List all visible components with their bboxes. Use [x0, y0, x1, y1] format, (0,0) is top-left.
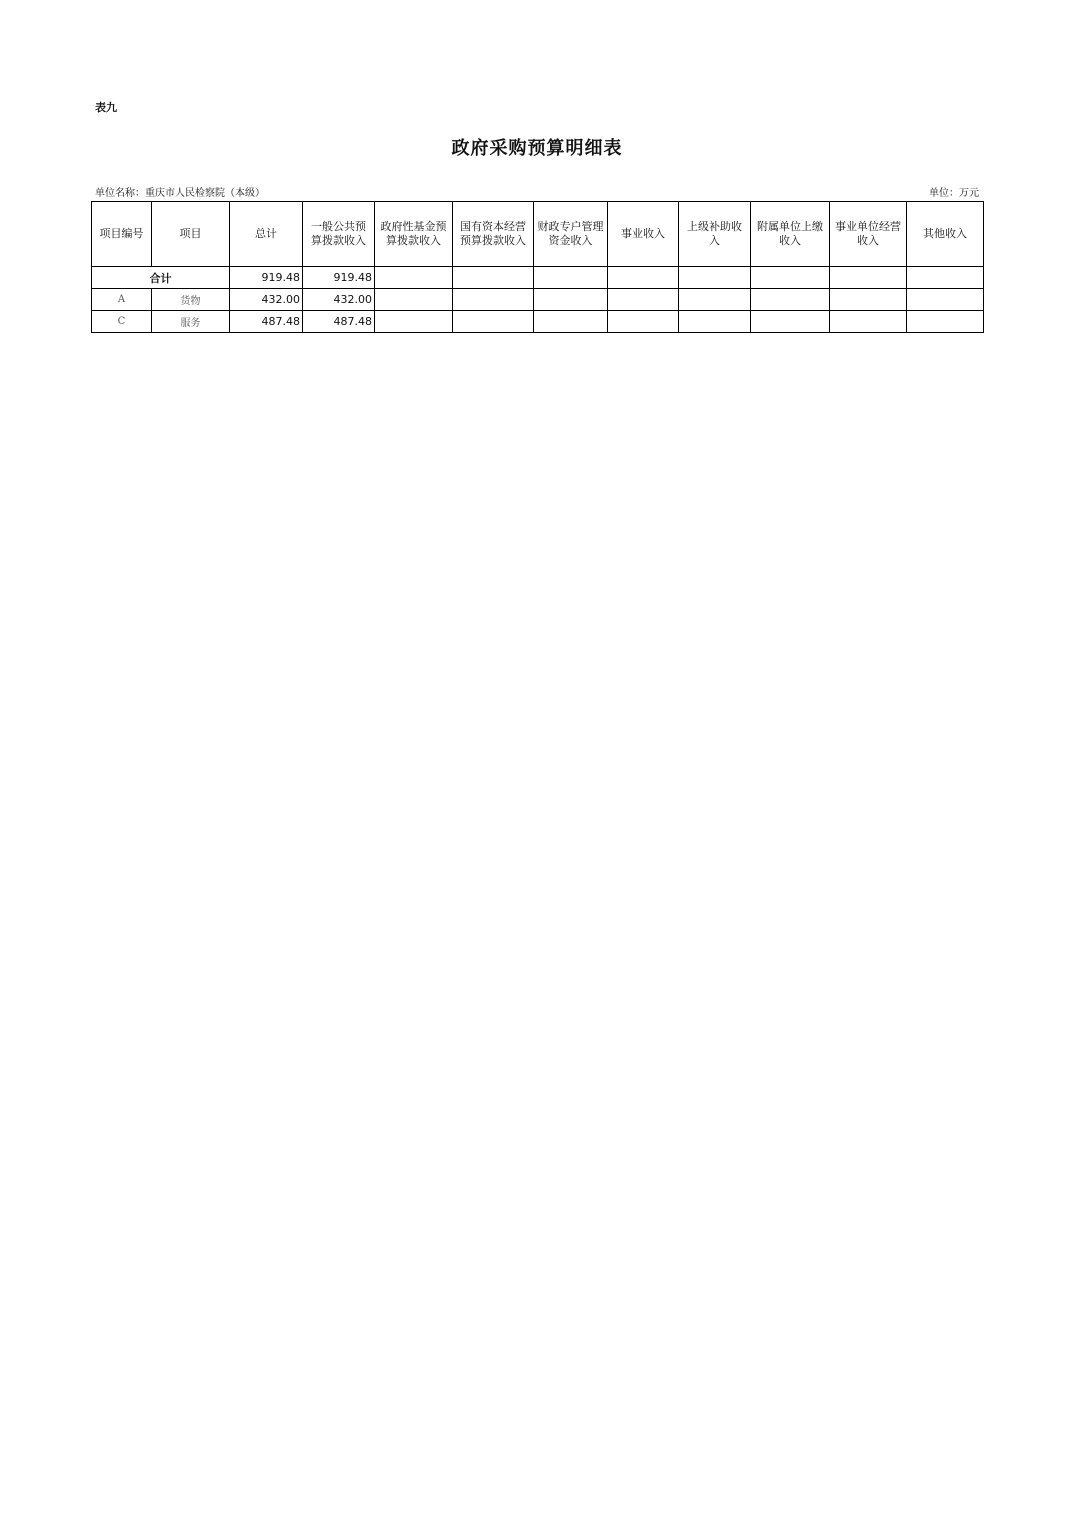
- page-title: 政府采购预算明细表: [451, 138, 623, 159]
- item-cell: 服务: [152, 311, 230, 333]
- code-cell: A: [92, 289, 152, 311]
- code-cell: C: [92, 311, 152, 333]
- empty-cell: [534, 311, 608, 333]
- general-budget-cell: 919.48: [303, 267, 375, 289]
- empty-cell: [534, 267, 608, 289]
- empty-cell: [830, 289, 907, 311]
- total-row: [92, 267, 984, 289]
- empty-cell: [608, 267, 679, 289]
- empty-cell: [608, 311, 679, 333]
- column-header-other-income: 其他收入: [907, 202, 984, 267]
- empty-cell: [907, 289, 984, 311]
- currency-unit-label: 单位：万元: [929, 188, 979, 199]
- column-header-operating-income: 事业单位经营收入: [830, 202, 907, 267]
- empty-cell: [679, 289, 751, 311]
- column-header-total: 总计: [230, 202, 303, 267]
- column-header-general-budget: 一般公共预算拨款收入: [303, 202, 375, 267]
- empty-cell: [751, 289, 830, 311]
- table-header-row: [92, 202, 984, 267]
- column-header-government-fund: 政府性基金预算拨款收入: [375, 202, 453, 267]
- total-label-cell: 合计: [92, 267, 230, 289]
- procurement-budget-table: [91, 201, 984, 333]
- column-header-state-capital: 国有资本经营预算拨款收入: [453, 202, 534, 267]
- empty-cell: [751, 311, 830, 333]
- total-cell: 487.48: [230, 311, 303, 333]
- column-header-business-income: 事业收入: [608, 202, 679, 267]
- empty-cell: [534, 289, 608, 311]
- empty-cell: [751, 267, 830, 289]
- general-budget-cell: 432.00: [303, 289, 375, 311]
- unit-name-label: 单位名称：重庆市人民检察院（本级）: [95, 188, 265, 199]
- empty-cell: [679, 311, 751, 333]
- empty-cell: [679, 267, 751, 289]
- empty-cell: [453, 289, 534, 311]
- empty-cell: [907, 311, 984, 333]
- empty-cell: [453, 267, 534, 289]
- empty-cell: [608, 289, 679, 311]
- item-cell: 货物: [152, 289, 230, 311]
- empty-cell: [907, 267, 984, 289]
- empty-cell: [830, 267, 907, 289]
- table-row: [92, 311, 984, 333]
- empty-cell: [453, 311, 534, 333]
- total-cell: 919.48: [230, 267, 303, 289]
- column-header-superior-subsidy: 上级补助收入: [679, 202, 751, 267]
- general-budget-cell: 487.48: [303, 311, 375, 333]
- column-header-affiliated-payment: 附属单位上缴收入: [751, 202, 830, 267]
- empty-cell: [375, 267, 453, 289]
- empty-cell: [375, 289, 453, 311]
- column-header-special-account: 财政专户管理资金收入: [534, 202, 608, 267]
- empty-cell: [830, 311, 907, 333]
- empty-cell: [375, 311, 453, 333]
- column-header-code: 项目编号: [92, 202, 152, 267]
- table-number: 表九: [95, 101, 117, 114]
- table-row: [92, 289, 984, 311]
- total-cell: 432.00: [230, 289, 303, 311]
- column-header-item: 项目: [152, 202, 230, 267]
